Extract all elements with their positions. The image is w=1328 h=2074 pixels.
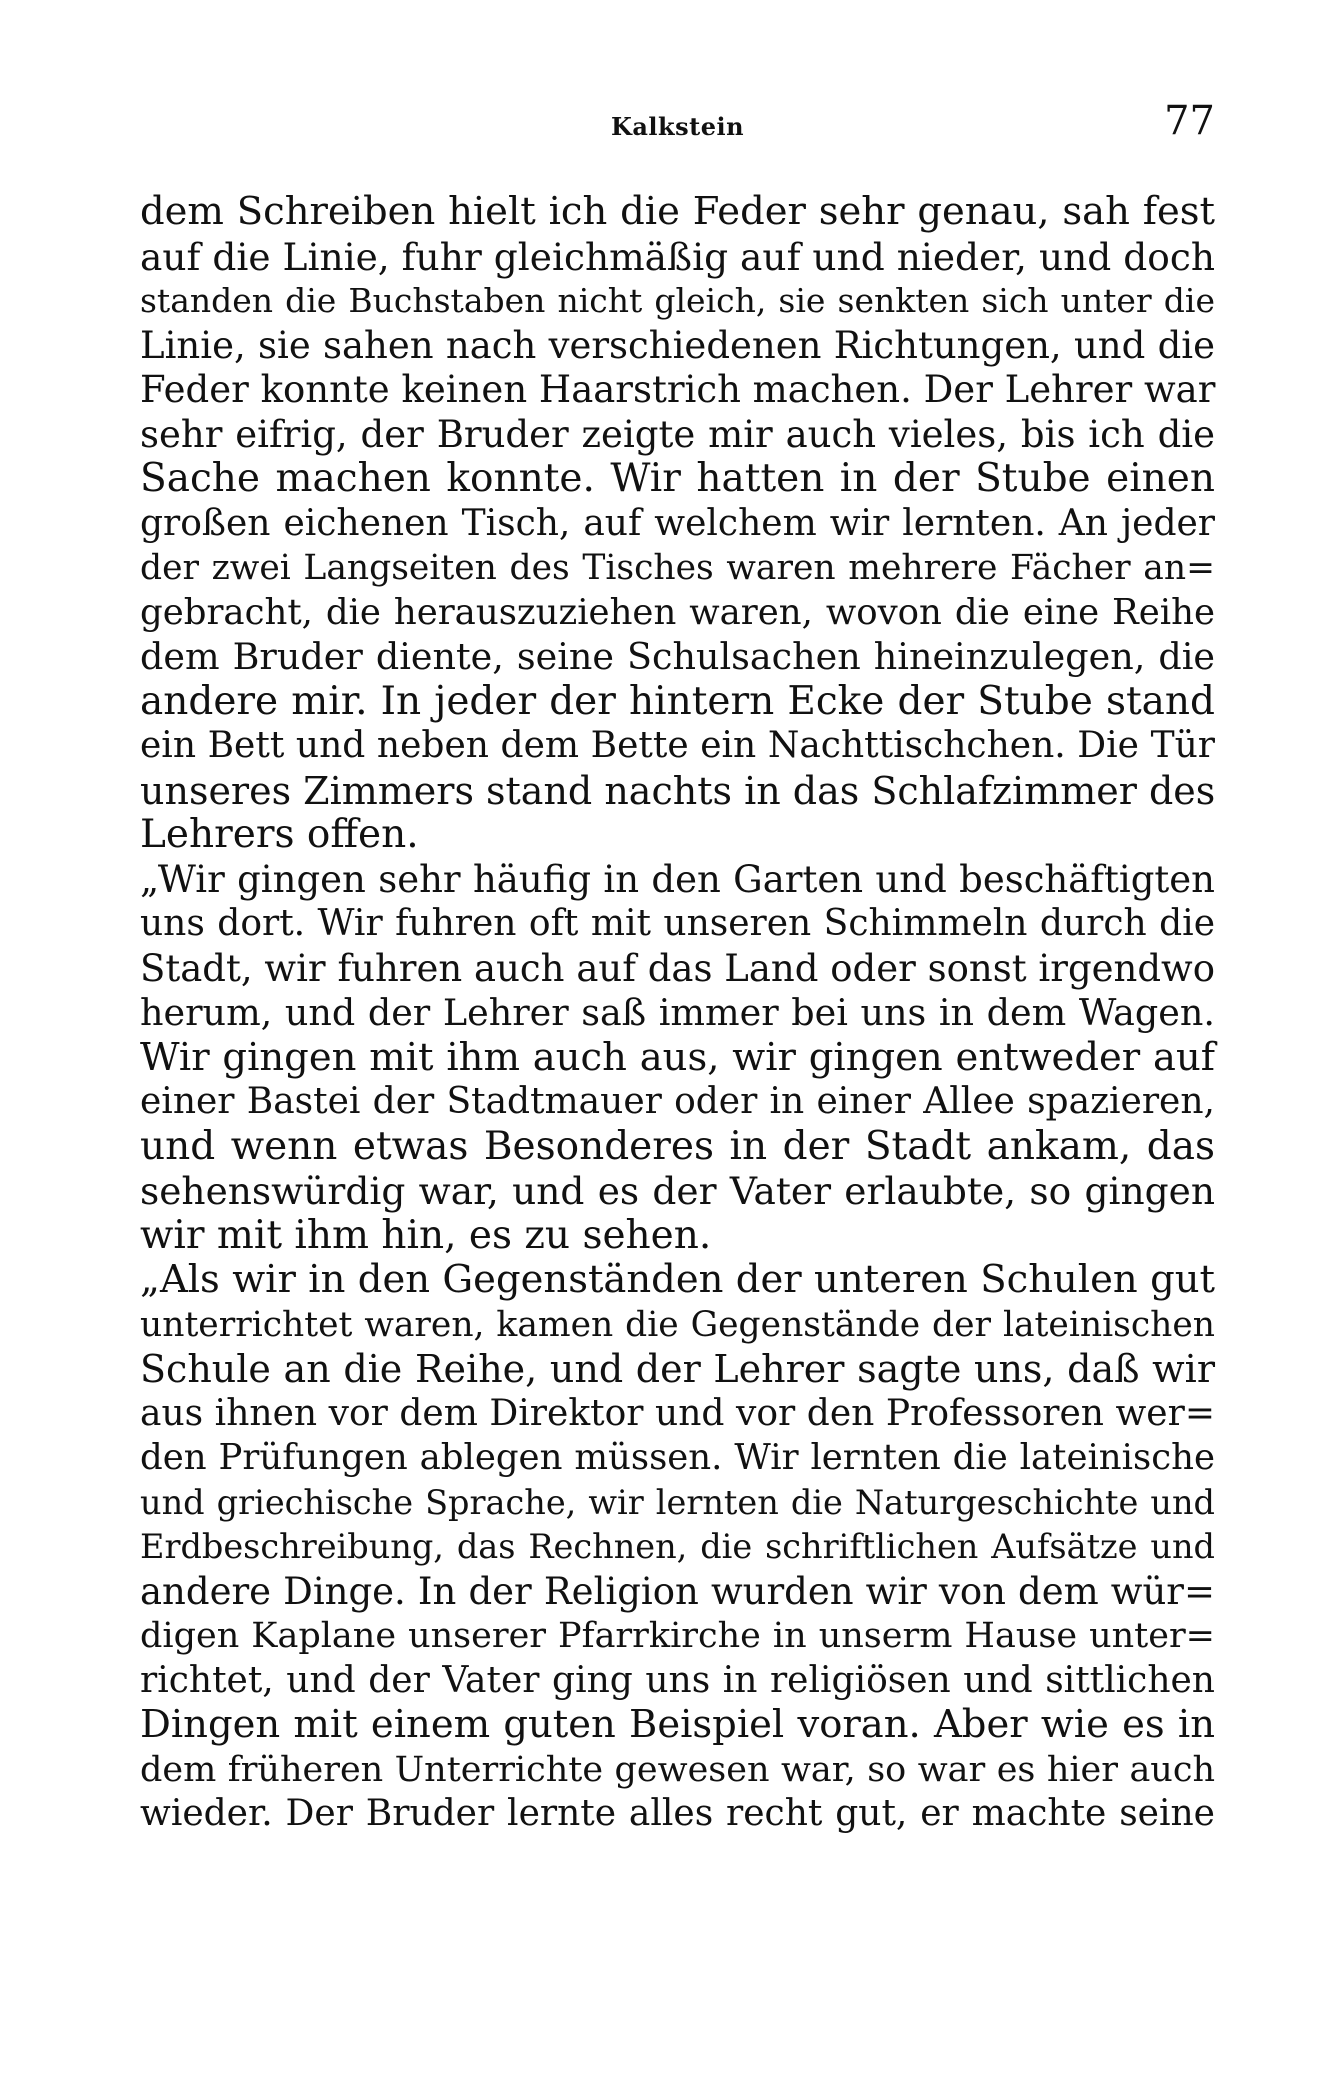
text-line: aus ihnen vor dem Direktor und vor den Professoren wer= xyxy=(140,1392,1215,1434)
page-header xyxy=(140,98,1215,148)
page-number: 77 xyxy=(1164,98,1215,144)
text-line: gebracht, die herauszuziehen waren, wovon die eine Reihe xyxy=(140,591,1215,633)
text-line: Linie, sie sahen nach verschiedenen Richtungen, und die xyxy=(140,323,1215,367)
text-line: sehenswürdig war, und es der Vater erlaubte, so gingen xyxy=(140,1169,1215,1213)
text-line: Stadt, wir fuhren auch auf das Land oder sonst irgendwo xyxy=(140,946,1215,990)
text-line: Sache machen konnte. Wir hatten in der Stube einen xyxy=(140,456,1215,501)
text-line: unseres Zimmers stand nachts in das Schlafzimmer des xyxy=(140,768,1216,813)
text-line: den Prüfungen ablegen müssen. Wir lernten die lateinische xyxy=(140,1437,1215,1478)
text-line: Lehrers offen. xyxy=(140,812,419,857)
text-line: dem Schreiben hielt ich die Feder sehr genau, sah fest xyxy=(140,189,1215,234)
text-line: einer Bastei der Stadtmauer oder in einer Allee spazieren, xyxy=(140,1081,1215,1122)
text-line: auf die Linie, fuhr gleichmäßig auf und nieder, und doch xyxy=(140,234,1215,279)
text-line: uns dort. Wir fuhren oft mit unseren Schimmeln durch die xyxy=(140,903,1215,944)
text-line: Dingen mit einem guten Beispiel voran. Aber wie es in xyxy=(140,1702,1215,1747)
body-text xyxy=(140,190,1215,1837)
text-line: großen eichenen Tisch, auf welchem wir lernten. An jeder xyxy=(140,502,1215,544)
text-line: „Als wir in den Gegenständen der unteren Schulen gut xyxy=(140,1257,1215,1302)
text-line: wieder. Der Bruder lernte alles recht gut, er machte seine xyxy=(140,1793,1215,1834)
running-title: Kalkstein xyxy=(610,112,745,141)
text-line: „Wir gingen sehr häufig in den Garten und beschäftigten xyxy=(140,857,1215,901)
text-line: sehr eifrig, der Bruder zeigte mir auch vieles, bis ich die xyxy=(140,412,1215,456)
text-line: Feder konnte keinen Haarstrich machen. Der Lehrer war xyxy=(140,368,1216,411)
text-line: Schule an die Reihe, und der Lehrer sagte uns, daß wir xyxy=(140,1347,1215,1391)
text-line: andere Dinge. In der Religion wurden wir von dem wür= xyxy=(140,1569,1215,1613)
text-line: ein Bett und neben dem Bette ein Nachttischchen. Die Tür xyxy=(140,725,1215,766)
text-line: dem früheren Unterrichte gewesen war, so war es hier auch xyxy=(140,1749,1215,1790)
text-line: und wenn etwas Besonderes in der Stadt ankam, das xyxy=(140,1123,1215,1169)
text-line: wir mit ihm hin, es zu sehen. xyxy=(140,1212,712,1258)
text-line: herum, und der Lehrer saß immer bei uns in dem Wagen. xyxy=(140,991,1215,1034)
text-line: standen die Buchstaben nicht gleich, sie senkten sich unter die xyxy=(140,281,1215,320)
text-line: dem Bruder diente, seine Schulsachen hineinzulegen, die xyxy=(140,635,1215,678)
text-line: andere mir. In jeder der hintern Ecke der Stube stand xyxy=(140,678,1215,724)
text-line: unterrichtet waren, kamen die Gegenstände der lateinischen xyxy=(140,1304,1215,1345)
text-line: digen Kaplane unserer Pfarrkirche in unserm Hause unter= xyxy=(140,1616,1215,1656)
text-line: richtet, und der Vater ging uns in religiösen und sittlichen xyxy=(140,1659,1215,1701)
text-line: Wir gingen mit ihm auch aus, wir gingen entweder auf xyxy=(140,1034,1215,1080)
text-line: Erdbeschreibung, das Rechnen, die schriftlichen Aufsätze und xyxy=(140,1527,1215,1566)
text-line: der zwei Langseiten des Tisches waren mehrere Fächer an= xyxy=(140,548,1215,588)
text-line: und griechische Sprache, wir lernten die Naturgeschichte und xyxy=(140,1482,1215,1522)
